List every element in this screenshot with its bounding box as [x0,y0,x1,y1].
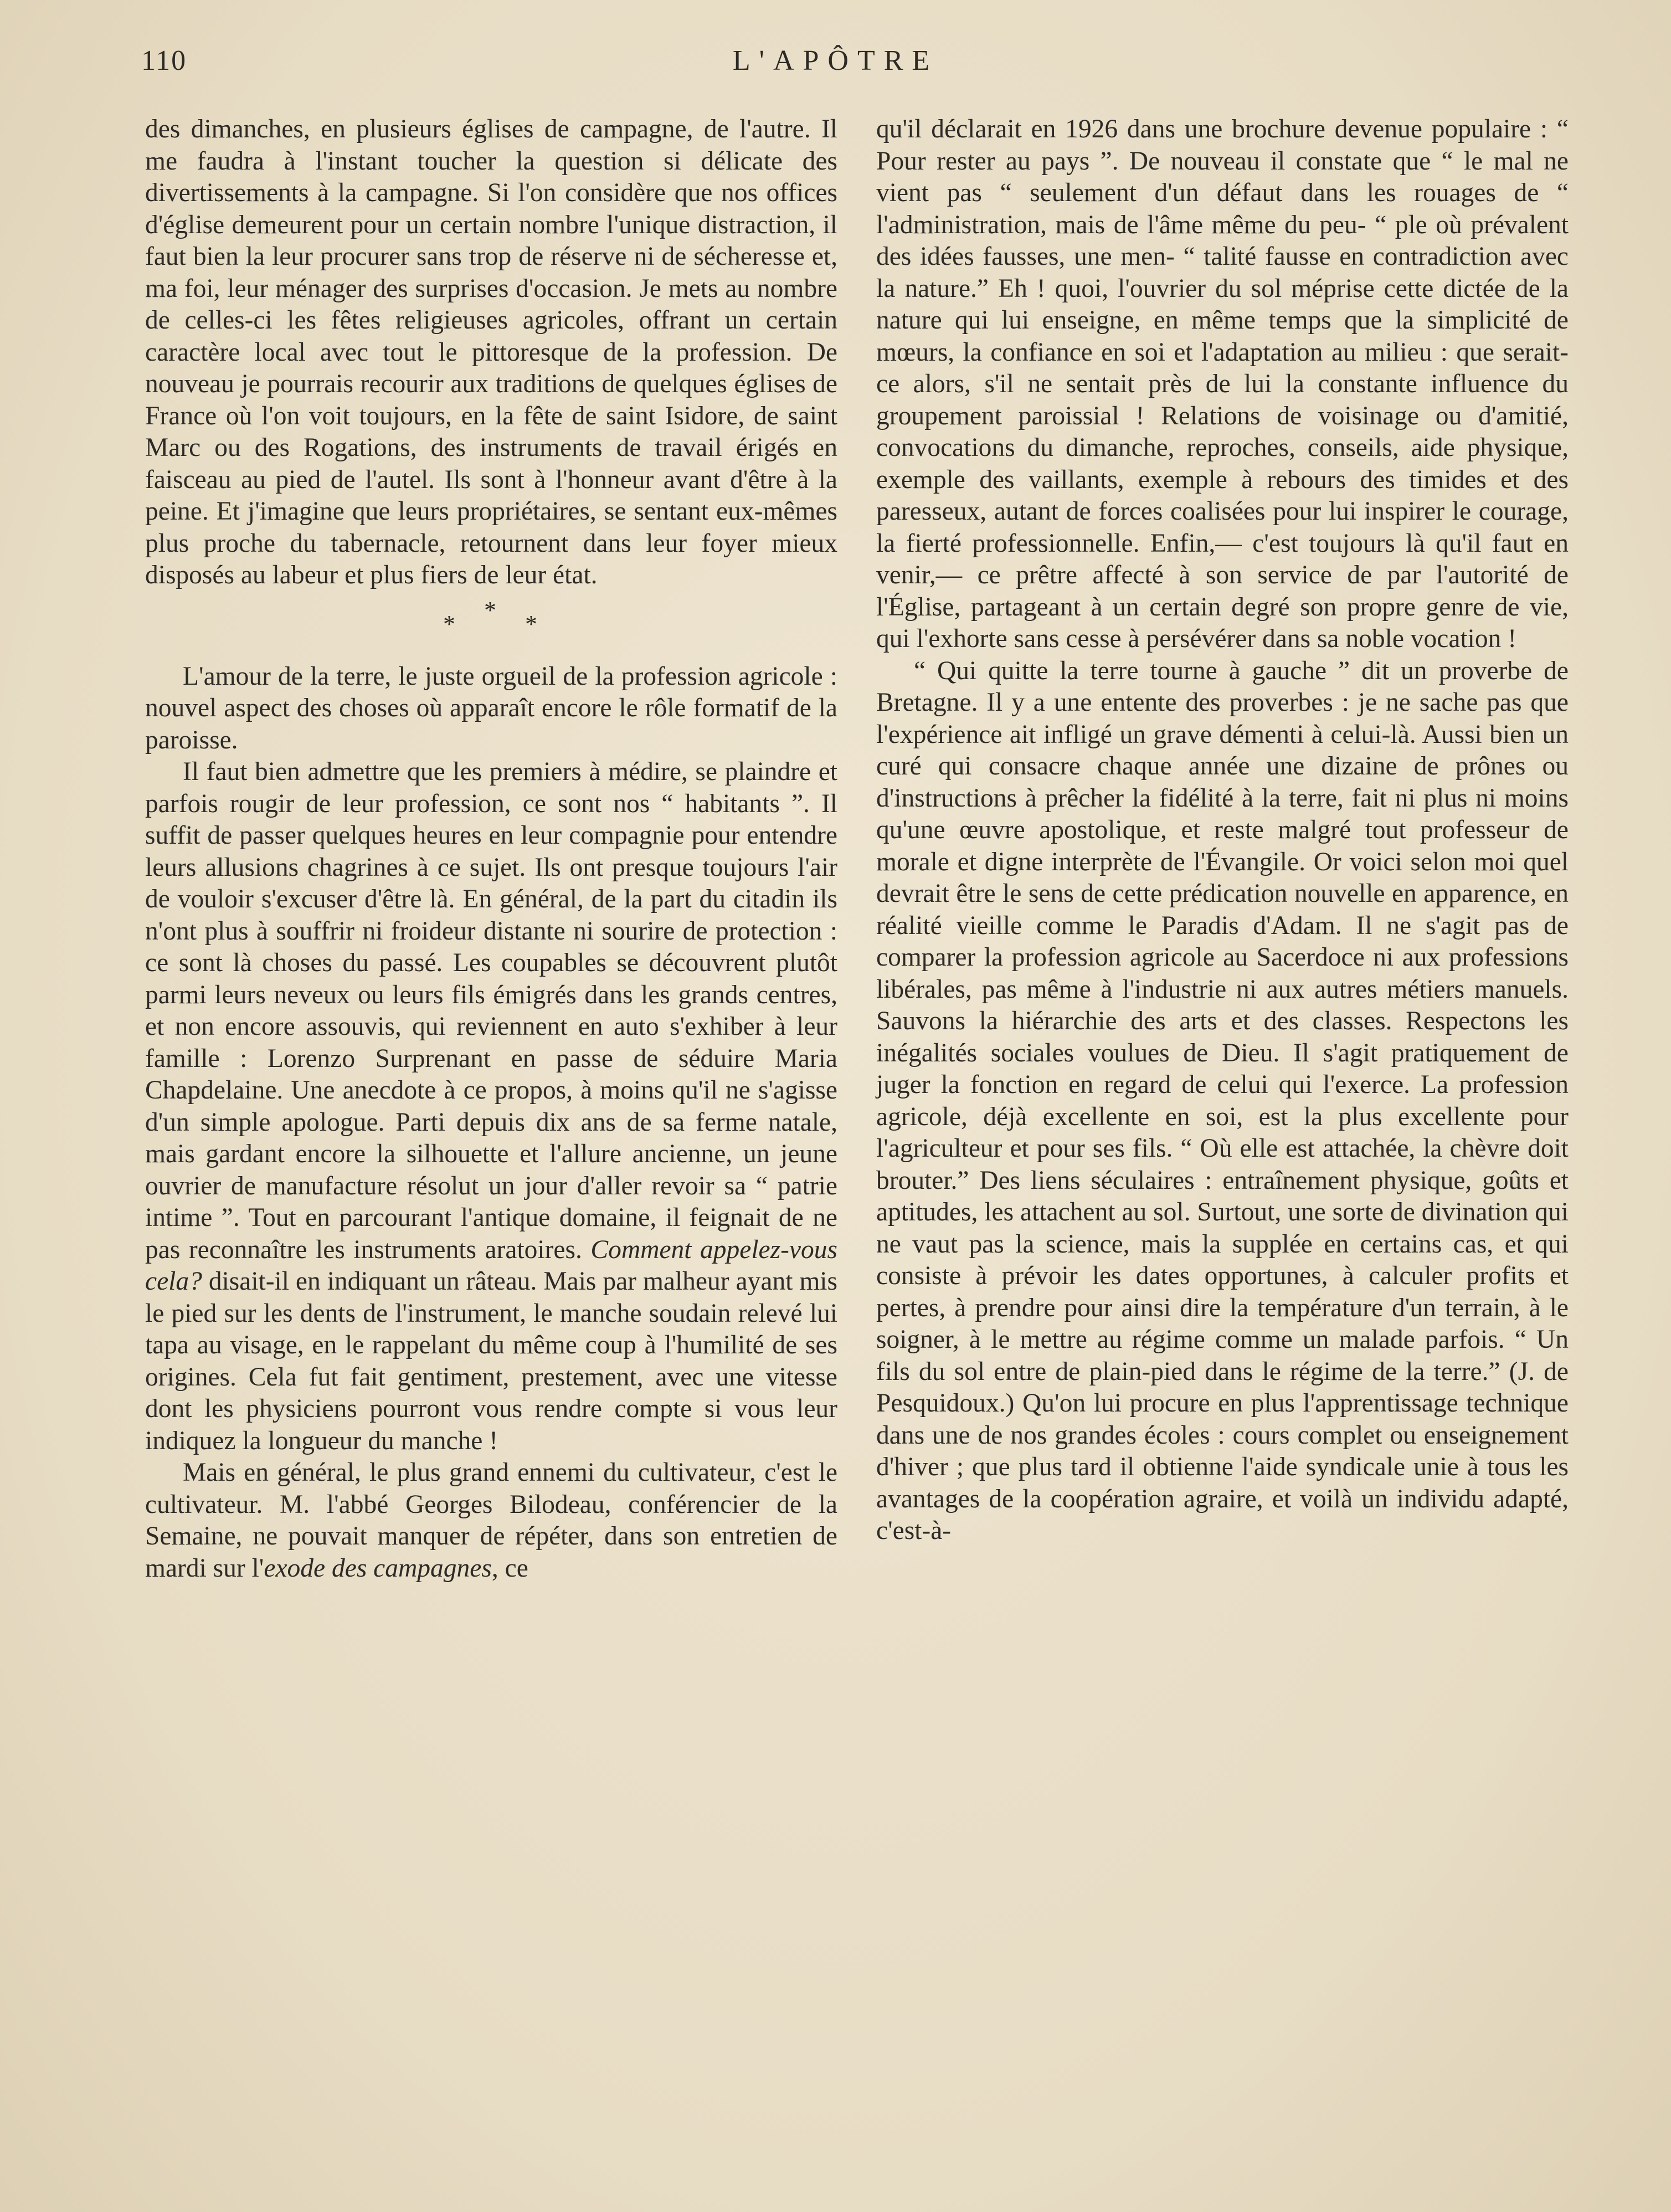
left-column [145,114,837,1584]
asterism-star: * [525,610,537,638]
journal-title: L'APÔTRE [732,45,939,76]
italic-text: Comment appelez-vous cela? [145,1235,837,1296]
right-column [876,114,1569,1547]
paragraph-text: Il faut bien admettre que les premiers à médire, se plaindre et parfois rougir de leur profession, ce sont nos “ habitants ”. Il suffit de passer quelques heures en leur compagnie pour entendre leurs allusions chagrines à ce sujet. Ils ont presque toujours l'air de vouloir s'excuser d'être là. En général, de la part du citadin ils n'ont plus à souffrir ni froideur distante ni sourire de protection : ce sont là choses du passé. Les coupables se découvrent plutôt parmi leurs neveux ou leurs fils émigrés dans les grands centres, et non encore assouvis, qui reviennent en auto s'exhiber à leur famille : Lorenzo Surprenant en passe de séduire Maria Chapdelaine. Une anecdote à ce propos, à moins qu'il ne s'agisse d'un simple apologue. Parti depuis dix ans de sa ferme natale, mais gardant encore la silhouette et l'allure ancienne, un jeune ouvrier de manufacture résolut un jour d'aller revoir sa “ patrie intime ”. Tout en parcourant l'antique domaine, il feignait de ne pas reconnaître les instruments aratoires. [145,757,837,1264]
paragraph: des dimanches, en plusieurs églises de campagne, de l'autre. Il me faudra à l'instant toucher la question si délicate des divertissements à la campagne. Si l'on considère que nos offices d'église demeurent pour un certain nombre l'unique distraction, il faut bien la leur procurer sans trop de réserve ni de sécheresse et, ma foi, leur ménager des surprises d'occasion. Je mets au nombre de celles-ci les fêtes religieuses agricoles, offrant un certain caractère local avec tout le pittoresque de la profession. De nouveau je pourrais recourir aux traditions de quelques églises de France où l'on voit toujours, en la fête de saint Isidore, de saint Marc ou des Rogations, des instruments de travail érigés en faisceau au pied de l'autel. Ils sont à l'honneur avant d'être à la peine. Et j'imagine que leurs propriétaires, se sentant eux-mêmes plus proche du tabernacle, retournent dans leur foyer mieux disposés au labeur et plus fiers de leur état. [145,115,837,589]
paragraph [145,756,837,1457]
paragraph-text: , ce [491,1553,528,1583]
asterism-star: * [484,596,496,624]
page-header [141,39,1530,83]
paragraph: qu'il déclarait en 1926 dans une brochure devenue populaire : “ Pour rester au pays ”. De nouveau il constate que “ le mal ne vient pas “ seulement d'un défaut dans les rouages de “ l'administration, mais de l'âme même du peu- “ ple où prévalent des idées fausses, une men- “ talité fausse en contradiction avec la nature.” Eh ! quoi, l'ouvrier du sol méprise cette dictée de la nature qui lui enseigne, en même temps que la simplicité de mœurs, la confiance en soi et l'adaptation au milieu : que serait-ce alors, s'il ne sentait près de lui la constante influence du groupement paroissial ! Relations de voisinage ou d'amitié, convocations du dimanche, reproches, conseils, aide physique, exemple des vaillants, exemple à rebours des timides et des paresseux, autant de forces coalisées pour lui inspirer le courage, la fierté professionnelle. Enfin,— c'est toujours là qu'il faut en venir,— ce prêtre affecté à son service de par l'autorité de l'Église, partageant à un certain degré son propre genre de vie, qui l'exhorte sans cesse à persévérer dans sa noble vocation ! [876,115,1569,653]
paragraph-text: Mais en général, le plus grand ennemi du cultivateur, c'est le cultivateur. M. l'abbé Georges Bilodeau, conférencier de la Semaine, ne pouvait manquer de répéter, dans son entretien de mardi sur l' [145,1458,837,1583]
asterism-separator [145,592,837,644]
page-number: 110 [141,45,187,76]
paragraph-text: disait-il en indiquant un râteau. Mais par malheur ayant mis le pied sur les dents de l'instrument, le manche soudain relevé lui tapa au visage, en le rappelant du même coup à l'humilité de ses origines. Cela fut fait gentiment, prestement, avec une vitesse dont les physiciens pourront vous rendre compte si vous leur indiquez la longueur du manche ! [145,1267,837,1455]
asterism-star: * [443,610,455,638]
paragraph: “ Qui quitte la terre tourne à gauche ” dit un proverbe de Bretagne. Il y a une entente des proverbes : je ne sache pas que l'expérience ait infligé un grave démenti à celui-là. Aussi bien un curé qui consacre chaque année une dizaine de prônes ou d'instructions à prêcher la fidélité à la terre, fait ni plus ni moins qu'une œuvre apostolique, et reste malgré tout professeur de morale et digne interprète de l'Évangile. Or voici selon moi quel devrait être le sens de cette prédication nouvelle en apparence, en réalité vieille comme le Paradis d'Adam. Il ne s'agit pas de comparer la profession agricole au Sacerdoce ni aux professions libérales, pas même à l'industrie ni aux autres métiers manuels. Sauvons la hiérarchie des arts et des classes. Respectons les inégalités sociales voulues de Dieu. Il s'agit pratiquement de juger la fonction en regard de celui qui l'exerce. La profession agricole, déjà excellente en soi, est la plus excellente pour l'agriculteur et pour ses fils. “ Où elle est attachée, la chèvre doit brouter.” Des liens séculaires : entraînement physique, goûts et aptitudes, les attachent au sol. Surtout, une sorte de divination qui ne vaut pas la science, mais la supplée en certains cas, et qui consiste à prévoir les dates opportunes, à calculer profits et pertes, à prendre pour ainsi dire la température d'un terrain, à le soigner, à le mettre au régime comme un malade parfois. “ Un fils du sol entre de plain-pied dans le régime de la terre.” (J. de Pesquidoux.) Qu'on lui procure en plus l'apprentissage technique dans une de nos grandes écoles : cours complet ou enseignement d'hiver ; que plus tard il obtienne l'aide syndicale unie à tous les avantages de la coopération agraire, et voilà un individu adapté, c'est-à- [876,656,1569,1545]
paragraph: L'amour de la terre, le juste orgueil de la profession agricole : nouvel aspect des choses où apparaît encore le rôle formatif de la paroisse. [145,661,837,755]
paragraph [145,1457,837,1584]
italic-text: exode des campagnes [264,1553,492,1583]
